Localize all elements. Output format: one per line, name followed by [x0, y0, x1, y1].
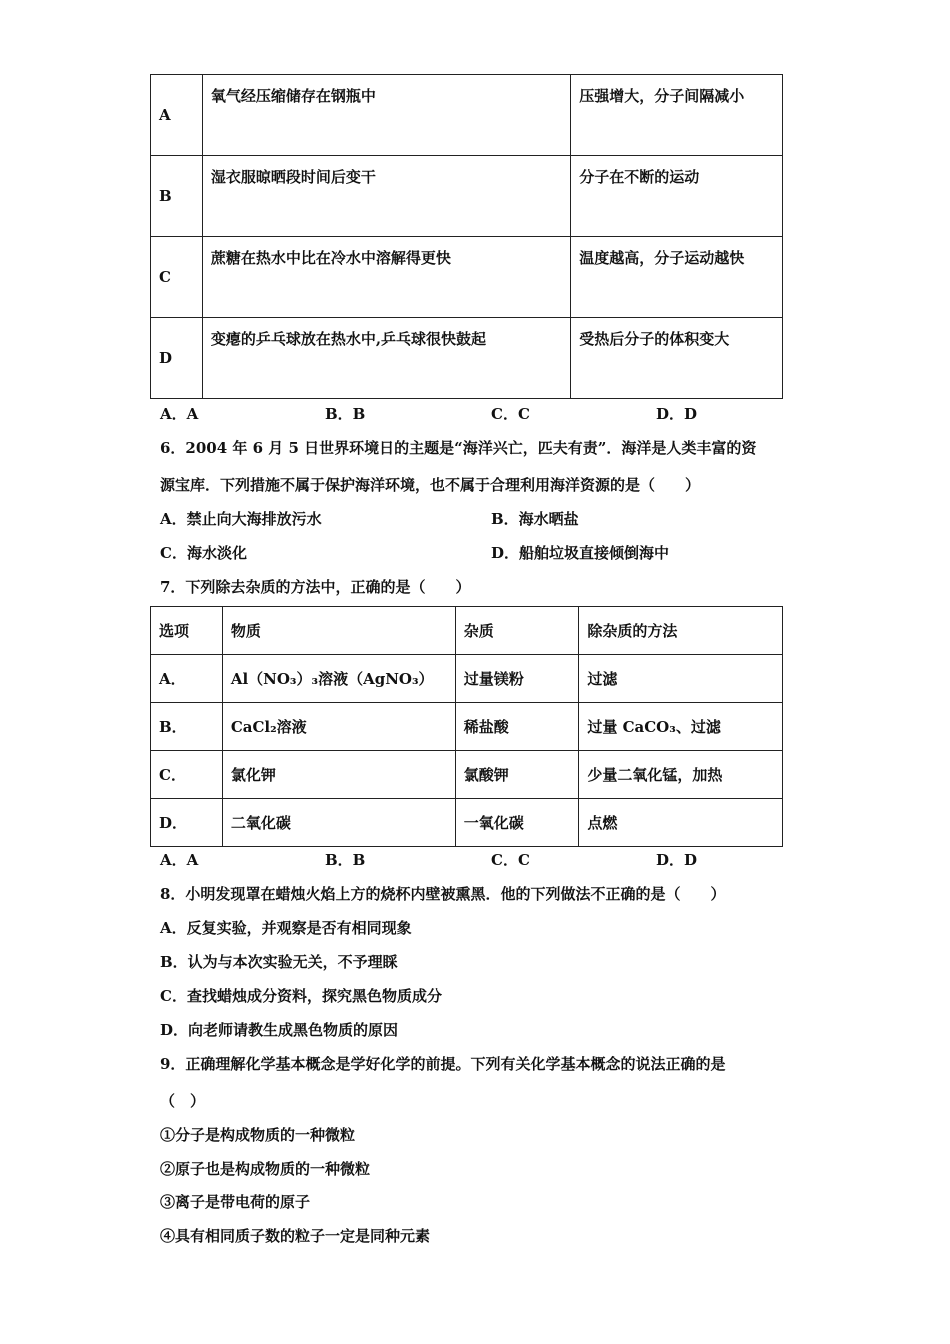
q9-stem-line1: 9．正确理解化学基本概念是学好化学的前提。下列有关化学基本概念的说法正确的是 [160, 1055, 726, 1073]
q5-row-key: D [151, 318, 203, 399]
q5-row-explanation: 压强增大，分子间隔减小 [571, 75, 783, 156]
q6-option-c[interactable]: C．海水淡化 [160, 544, 247, 562]
q7-stem: 7．下列除去杂质的方法中，正确的是（ ） [160, 578, 471, 596]
q9-statement-4: ④具有相同质子数的粒子一定是同种元素 [160, 1227, 431, 1245]
q5-table [150, 74, 783, 399]
q6-option-b[interactable]: B．海水晒盐 [491, 510, 579, 528]
q7-row-option: D． [151, 799, 223, 847]
q5-row-explanation: 分子在不断的运动 [571, 156, 783, 237]
q7-row-method: 少量二氧化锰，加热 [579, 751, 783, 799]
q7-row-substance: CaCl₂溶液 [222, 703, 455, 751]
q5-row-key: A [151, 75, 203, 156]
table-row [151, 156, 783, 237]
q7-header-substance: 物质 [222, 607, 455, 655]
q5-option-c[interactable]: C．C [491, 405, 530, 423]
q5-row-phenomenon: 氧气经压缩储存在钢瓶中 [202, 75, 570, 156]
q7-row-impurity: 过量镁粉 [455, 655, 579, 703]
q8-option-a[interactable]: A．反复实验，并观察是否有相同现象 [160, 919, 412, 937]
q6-stem-line2: 源宝库．下列措施不属于保护海洋环境，也不属于合理利用海洋资源的是（ ） [160, 476, 701, 494]
q5-row-explanation: 温度越高，分子运动越快 [571, 237, 783, 318]
q5-option-d[interactable]: D．D [656, 405, 698, 423]
q6-option-d[interactable]: D．船舶垃圾直接倾倒海中 [491, 544, 670, 562]
table-row [151, 655, 783, 703]
q5-row-key: B [151, 156, 203, 237]
q7-option-c[interactable]: C．C [491, 851, 530, 869]
q7-row-option: B． [151, 703, 223, 751]
q7-row-option: A． [151, 655, 223, 703]
table-header-row [151, 607, 783, 655]
q7-row-impurity: 氯酸钾 [455, 751, 579, 799]
q5-option-b[interactable]: B．B [325, 405, 366, 423]
q7-row-substance: 氯化钾 [222, 751, 455, 799]
table-row [151, 703, 783, 751]
q8-option-b[interactable]: B．认为与本次实验无关，不予理睬 [160, 953, 398, 971]
q7-option-d[interactable]: D．D [656, 851, 698, 869]
q7-row-impurity: 稀盐酸 [455, 703, 579, 751]
q8-stem: 8．小明发现罩在蜡烛火焰上方的烧杯内壁被熏黑．他的下列做法不正确的是（ ） [160, 885, 726, 903]
q9-statement-1: ①分子是构成物质的一种微粒 [160, 1126, 356, 1144]
q7-row-impurity: 一氧化碳 [455, 799, 579, 847]
q5-row-explanation: 受热后分子的体积变大 [571, 318, 783, 399]
q6-option-a[interactable]: A．禁止向大海排放污水 [160, 510, 322, 528]
q7-row-substance: Al（NO₃）₃溶液（AgNO₃） [222, 655, 455, 703]
q5-row-key: C [151, 237, 203, 318]
q7-row-option: C． [151, 751, 223, 799]
q8-option-c[interactable]: C．查找蜡烛成分资料，探究黑色物质成分 [160, 987, 442, 1005]
q5-row-phenomenon: 蔗糖在热水中比在冷水中溶解得更快 [202, 237, 570, 318]
table-row [151, 237, 783, 318]
q9-statement-3: ③离子是带电荷的原子 [160, 1193, 311, 1211]
q7-row-method: 点燃 [579, 799, 783, 847]
q5-row-phenomenon: 变瘪的乒乓球放在热水中,乒乓球很快鼓起 [202, 318, 570, 399]
table-row [151, 318, 783, 399]
q7-row-method: 过量 CaCO₃、过滤 [579, 703, 783, 751]
q5-option-a[interactable]: A．A [160, 405, 199, 423]
q7-table [150, 606, 783, 847]
q8-option-d[interactable]: D．向老师请教生成黑色物质的原因 [160, 1021, 399, 1039]
q7-header-option: 选项 [151, 607, 223, 655]
q9-stem-line2: （ ） [160, 1092, 206, 1110]
q7-row-substance: 二氧化碳 [222, 799, 455, 847]
q6-stem-line1: 6．2004 年 6 月 5 日世界环境日的主题是“海洋兴亡，匹夫有责”．海洋是人类丰富的资 [160, 439, 757, 457]
q7-row-method: 过滤 [579, 655, 783, 703]
q7-header-impurity: 杂质 [455, 607, 579, 655]
table-row [151, 75, 783, 156]
q9-statement-2: ②原子也是构成物质的一种微粒 [160, 1160, 371, 1178]
q5-row-phenomenon: 湿衣服晾晒段时间后变干 [202, 156, 570, 237]
q7-header-method: 除杂质的方法 [579, 607, 783, 655]
q7-option-b[interactable]: B．B [325, 851, 366, 869]
q7-option-a[interactable]: A．A [160, 851, 199, 869]
table-row [151, 751, 783, 799]
table-row [151, 799, 783, 847]
